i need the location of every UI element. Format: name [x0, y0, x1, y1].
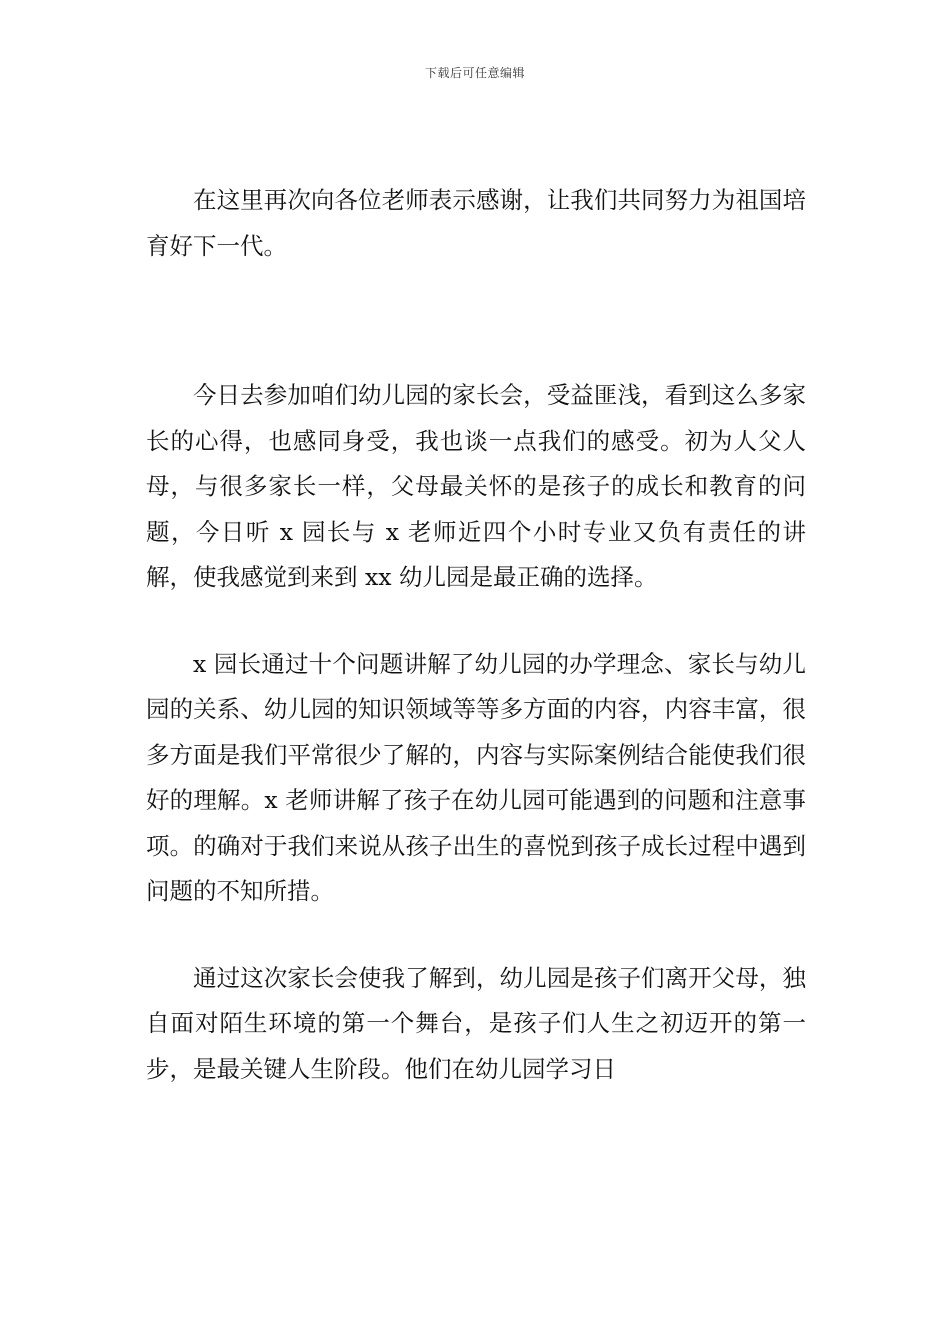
paragraph-kindergarten-stage: 通过这次家长会使我了解到，幼儿园是孩子们离开父母，独自面对陌生环境的第一个舞台，是孩子们人生之初迈开的第一步，是最关键人生阶段。他们在幼儿园学习日 — [146, 963, 806, 1083]
document-body — [146, 178, 806, 1092]
page-header: 下载后可任意编辑 — [424, 66, 525, 80]
paragraph-thanks: 在这里再次向各位老师表示感谢，让我们共同努力为祖国培育好下一代。 — [146, 186, 806, 260]
paragraph-lecture-content: x 园长通过十个问题讲解了幼儿园的办学理念、家长与幼儿园的关系、幼儿园的知识领域等等多方面的内容，内容丰富，很多方面是我们平常很少了解的，内容与实际案例结合能使我们很好的理解。x 老师讲解了孩子在幼儿园可能遇到的问题和注意事项。的确对于我们来说从孩子出生的喜悦到孩子成长过程中遇到问题的不知所措。 — [146, 649, 806, 905]
paragraph-parent-meeting: 今日去参加咱们幼儿园的家长会，受益匪浅，看到这么多家长的心得，也感同身受，我也谈一点我们的感受。初为人父人母，与很多家长一样，父母最关怀的是孩子的成长和教育的问题，今日听 x 园长与 x 老师近四个小时专业又负有责任的讲解，使我感觉到来到 xx 幼儿园是最正确的选择。 — [146, 381, 806, 591]
